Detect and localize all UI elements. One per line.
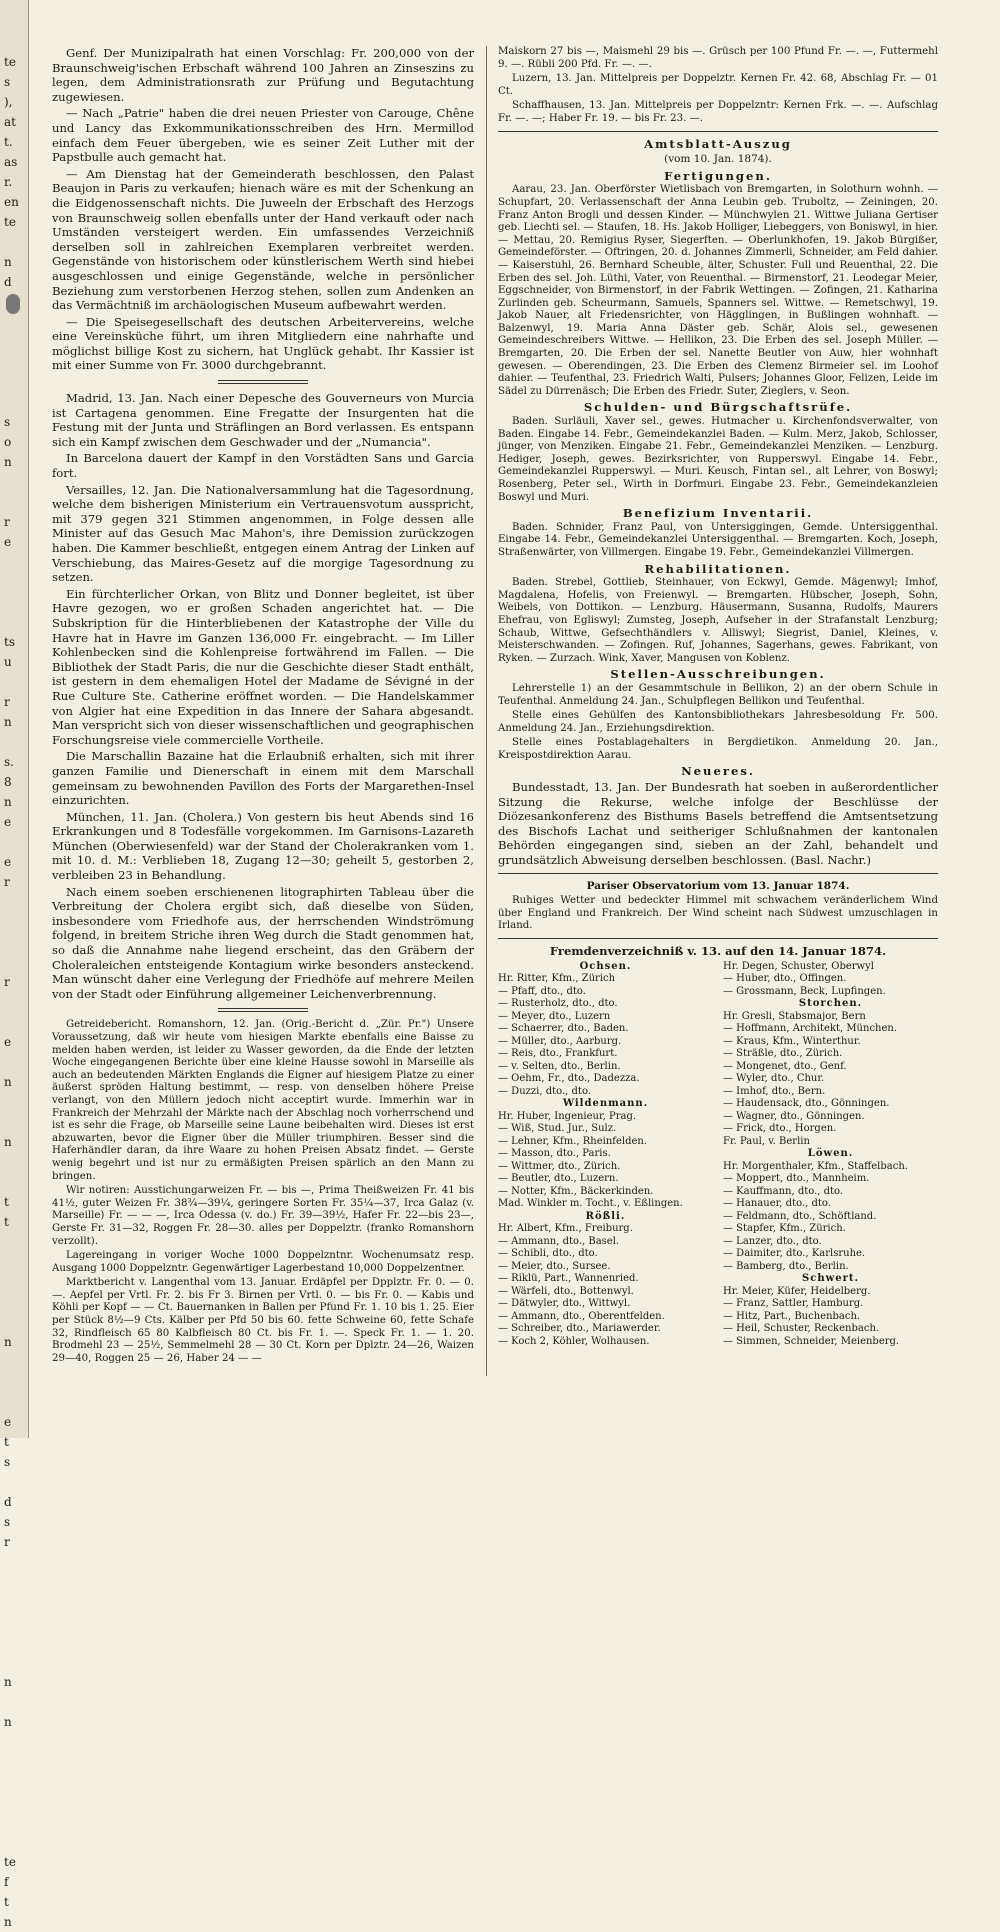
market-schaffhausen: Schaffhausen, 13. Jan. Mittelpreis per Doppelzntr: Kernen Frk. —. —. Aufschlag Fr. —. —; Haber Fr. 19. — bis Fr. 23. —. — [498, 100, 938, 124]
guest-entry: — Notter, Kfm., Bäckerkinden. — [498, 1185, 654, 1197]
adjacent-page-edge — [0, 0, 29, 1929]
benefizium-text: Baden. Schnider, Franz Paul, von Untersiggingen, Gemde. Untersiggenthal. Eingabe 14. Febr., Gemeindekanzlei Untersiggenthal. — Bremgarten. Koch, Joseph, Straßenwärter, von Villmergen. Eingabe 19. Febr., Gemeindekanzlei Villmergen. — [498, 521, 938, 558]
article-versailles: Versailles, 12. Jan. Die Nationalversammlung hat die Tagesordnung, welche dem bisherigen Ministerium ein Vertrauensvotum ausspricht, mit 379 gegen 321 Stimmen angenommen, in Folge dessen alle Minister auf das Gesuch Mac Mahon's, ihre Demission zurückzogen haben. Die Kammer beschließt, entgegen einem Antrag der Linken auf Verschiebung, das Maires-Gesetz auf die morgige Tagesordnung zu setzen. — [52, 482, 474, 585]
section-rule — [498, 938, 938, 939]
neueres-text: Bundesstadt, 13. Jan. Der Bundesrath hat soeben in außerordentlicher Sitzung die Rekurse, welche infolge der Beschlüsse der Diözesankonferenz des Bisthums Basels betreffend die Amtsentsetzung des Bischofs Lachat und seitheriger Schlußnahmen der kantonalen Behörden eingegangen sind, sieben an der Zahl, behandelt und grundsätzlich Abweisung derselben beschlossen. (Basl. Nachr.) — [498, 780, 938, 868]
rehabilitationen-heading: Rehabilitationen. — [644, 561, 792, 576]
article-genf: Genf. Der Munizipalrath hat einen Vorschlag: Fr. 200,000 von der Braunschweig'ischen Erbschaft während 100 Jahren an Zinseszins zu legen, dem Administrationsrath zur Prüfung und Begutachtung zugewiesen. — [52, 46, 474, 104]
guest-entry: Hr. Huber, Ingenieur, Prag. — [498, 1110, 637, 1122]
section-rule — [498, 873, 938, 874]
getreidebericht: Getreidebericht. Romanshorn, 12. Jan. (Orig.-Bericht d. „Zür. Pr.") Unsere Voraussetzung, daß wir heute vom hiesigen Markte ebenfalls eine Baisse zu melden haben werden, ist leider zu Wasser geworden, da die Ende der letzten Woche eingegangenen Berichte über eine kleine Hausse sowohl in Marseille als auch an bedeutenden Märkten Englands die Eigner auf hiesigem Platze zu einer äußerst spröden Haltung bestimmt, — resp. von denselben höhere Preise verlangt, von den Müllern jedoch nicht acceptirt wurde. Immerhin war in Frankreich der Mehrzahl der Märkte nach der Abschlag noch vorherrschend und ist es sehr die Frage, ob Marseille seine Laune beibehalten wird. Dieses ist erst abzuwarten, bevor die Eigner über die Müller triumphiren. Besser sind die Haferhändler daran, da ihre Waare zu hohen Preisen Absatz findet. — Gerste wenig begehrt und ist nur zu ermäßigten Preisen spärlich an den Mann zu bringen. — [52, 1019, 474, 1182]
column-rule — [486, 46, 487, 1376]
guest-entry: — Müller, dto., Aarburg. — [498, 1035, 622, 1047]
guest-entry: — Hitz, Part., Buchenbach. — [723, 1310, 861, 1322]
guest-entry: — Bamberg, dto., Berlin. — [723, 1260, 849, 1272]
hotel-heading: Wildenmann. — [562, 1098, 649, 1110]
edge-fragment-letters: te s ), at t. as r. en te n d s o n r e ts u r n s. 8 n e e r r e n n t t n e t s d s r n n te f t n — [4, 55, 19, 1929]
guest-entry: — Meyer, dto., Luzern — [498, 1010, 611, 1022]
stellen-item: Stelle eines Gehülfen des Kantonsbibliothekars Jahresbesoldung Fr. 500. Anmeldung 24. Jan., Erziehungsdirektion. — [498, 710, 938, 734]
guest-entry: — Stapfer, Kfm., Zürich. — [723, 1223, 846, 1235]
right-column — [498, 46, 938, 1396]
guest-entry: Hr. Morgenthaler, Kfm., Staffelbach. — [723, 1160, 908, 1172]
article-speisegesellschaft: — Die Speisegesellschaft des deutschen Arbeitervereins, welche eine Vereinsküche führt, um ihren Mitgliedern eine nahrhafte und möglichst billige Kost zu sichern, hat Unglück gehabt. Ihr Kassier ist mit einer Summe von Fr. 3000 durchgebrannt. — [52, 314, 474, 373]
hotel-heading: Löwen. — [807, 1148, 854, 1160]
guest-entry: — Haudensack, dto., Gönningen. — [723, 1098, 890, 1110]
section-separator — [218, 1008, 308, 1012]
amtsblatt-heading: Amtsblatt-Auszug — [644, 136, 792, 151]
guest-entry: — Schreiber, dto., Mariawerder. — [498, 1323, 661, 1335]
fremden-left-col — [498, 961, 713, 1349]
section-rule — [498, 131, 938, 132]
guest-entry: — Daimiter, dto., Karlsruhe. — [723, 1248, 866, 1260]
guest-entry: — Meier, dto., Sursee. — [498, 1260, 611, 1272]
guest-entry: — Huber, dto., Offingen. — [723, 973, 847, 985]
guest-entry: — Ammann, dto., Oberentfelden. — [498, 1310, 665, 1322]
getreide-notiren: Wir notiren: Ausstichungarweizen Fr. — bis —, Prima Theißweizen Fr. 41 bis 41½, guter Weizen Fr. 38¾—39¼, geringere Sorten Fr. 35¼—37, Irca Galaz (v. Marseille) Fr. — — —, Irca Odessa (v. do.) Fr. 39—39½, Hafer Fr. 22—bis 23—, Gerste Fr. 31—32, Roggen Fr. 28—30. alles per Doppelztr. (franko Romanshorn verzollt). — [52, 1185, 474, 1247]
guest-entry: Fr. Paul, v. Berlin — [723, 1135, 810, 1147]
market-luzern: Luzern, 13. Jan. Mittelpreis per Doppelztr. Kernen Fr. 42. 68, Abschlag Fr. — 01 Ct. — [498, 73, 938, 97]
guest-entry: — v. Selten, dto., Berlin. — [498, 1060, 621, 1072]
guest-entry: — Moppert, dto., Mannheim. — [723, 1173, 870, 1185]
stellen-heading: Stellen-Ausschreibungen. — [610, 667, 826, 682]
guest-entry: — Frick, dto., Horgen. — [723, 1123, 837, 1135]
guest-entry: — Beutler, dto., Luzern. — [498, 1173, 619, 1185]
left-column — [52, 46, 474, 1396]
guest-entry: — Feldmann, dto., Schöftland. — [723, 1210, 877, 1222]
article-madrid: Madrid, 13. Jan. Nach einer Depesche des Gouverneurs von Murcia ist Cartagena genommen. Eine Fregatte der Insurgenten hat die Festung mit der Junta und Sträflingen an Bord verlassen. Es entspann sich ein Kampf zwischen dem Geschwader und der „Numancia". — [52, 391, 474, 449]
fremdenverzeichnis-heading: Fremdenverzeichniß v. 13. auf den 14. Januar 1874. — [549, 944, 887, 958]
hotel-heading: Schwert. — [802, 1273, 859, 1285]
guest-entry: — Wiß, Stud. Jur., Sulz. — [498, 1123, 617, 1135]
guest-entry: — Kraus, Kfm., Winterthur. — [723, 1035, 861, 1047]
hotel-heading: Ochsen. — [579, 960, 632, 972]
fremden-right-col — [723, 961, 938, 1349]
guest-entry: — Lanzer, dto., dto. — [723, 1235, 822, 1247]
amtsblatt-date: (vom 10. Jan. 1874). — [664, 153, 772, 166]
article-muenchen: München, 11. Jan. (Cholera.) Von gestern bis heut Abends sind 16 Erkrankungen und 8 Todesfälle vorgekommen. Im Garnisons-Lazareth München (Oberwiesenfeld) war der Stand der Cholerakranken vom 1. mit 10. d. M.: Verblieben 18, Zugang 12—30; geheilt 5, gestorben 2, verbleiben 23 in Behandlung. — [52, 809, 474, 883]
rehabilitationen-text: Baden. Strebel, Gottlieb, Steinhauer, von Eckwyl, Gemde. Mägenwyl; Imhof, Magdalena, Hofelis, von Freienwyl. — Bremgarten. Hübscher, Joseph, Sohn, Weibels, von Dottikon. — Lenzburg. Häusermann, Susanna, Rudolfs, Maurers Ehefrau, von Egliswyl; Zumsteg, Joseph, Aufseher in der Strafanstalt Lenzburg; Schaub, Wittwe, Gefsechthändlers v. Alliswyl; Siegrist, Daniel, Kleines, v. Meisterschwanden. — Zofingen. Ruf, Johannes, Sagerhans, gewes. Fabrikant, von Ryken. — Zurzach. Wink, Xaver, Mangusen von Koblenz. — [498, 577, 938, 664]
article-cholera-tableau: Nach einem soeben erschienenen litographirten Tableau über die Verbreitung der Cholera ergibt sich, daß dieselbe von Süden, insbesondere vom Friedhofe aus, der herrschenden Windströmung folgend, in breitem Striche ihren Weg durch die Stadt genommen hat, so daß die Annahme nahe liegend erscheint, das den Gräbern der Choleraleichen entsteigende Kontagium wirke besonders ansteckend. Man wünscht daher eine Verlegung der Friedhöfe auf mehrere Meilen von der Stadt oder Einführung allgemeiner Leichenverbrennung. — [52, 884, 474, 1001]
guest-entry: — Rusterholz, dto., dto. — [498, 998, 618, 1010]
lagereingang: Lagereingang in voriger Woche 1000 Doppelzntnr. Wochenumsatz resp. Ausgang 1000 Doppelzntr. Gegenwärtiger Lagerbestand 10,000 Doppelzentner. — [52, 1250, 474, 1274]
guest-entry: — Riklü, Part., Wannenried. — [498, 1273, 639, 1285]
fertigungen-heading: Fertigungen. — [664, 168, 772, 183]
neueres-heading: Neueres. — [681, 764, 755, 779]
pariser-heading: Pariser Observatorium vom 13. Januar 1874. — [586, 879, 850, 892]
guest-entry: — Mongenet, dto., Genf. — [723, 1060, 847, 1072]
guest-entry: — Ammann, dto., Basel. — [498, 1235, 620, 1247]
guest-entry: Mad. Winkler m. Tocht., v. Eßlingen. — [498, 1198, 683, 1210]
guest-entry: Hr. Meier, Küfer, Heidelberg. — [723, 1285, 871, 1297]
guest-entry: Hr. Albert, Kfm., Freiburg. — [498, 1223, 633, 1235]
article-patrie: — Nach „Patrie" haben die drei neuen Priester von Carouge, Chêne und Lancy das Exkommunikationsschreiben des Hrn. Mermillod einfach dem Feuer übergeben, wie es seiner Zeit Luther mit der Papstbulle auch gemacht hat. — [52, 106, 474, 165]
guest-entry: — Wyler, dto., Chur. — [723, 1073, 825, 1085]
guest-entry: — Heil, Schuster, Reckenbach. — [723, 1323, 880, 1335]
guest-entry: — Wagner, dto., Gönningen. — [723, 1110, 865, 1122]
guest-entry: — Franz, Sattler, Hamburg. — [723, 1298, 864, 1310]
schulden-heading: Schulden- und Bürgschaftsrüfe. — [583, 400, 853, 415]
guest-entry: — Oehm, Fr., dto., Dadezza. — [498, 1073, 640, 1085]
pariser-text: Ruhiges Wetter und bedeckter Himmel mit schwachem veränderlichem Wind über England und Frankreich. Der Wind scheint nach Südwest umzuschlagen in Irland. — [498, 895, 938, 932]
schulden-text: Baden. Surläuli, Xaver sel., gewes. Hutmacher u. Kirchenfondsverwalter, von Baden. Eingabe 14. Febr., Gemeindekanzlei Baden. — Kulm. Merz, Jakob, Schlosser, jünger, von Menziken. Eingabe 21. Febr., Gemeindekanzlei Menziken. — Lenzburg. Hediger, Joseph, gewes. Bezirksrichter, von Rupperswyl. Eingabe 14. Febr., Gemeindekanzlei Rupperswyl. — Muri. Keusch, Fintan sel., alt Lehrer, von Boswyl; Rosenberg, Peter sel., Wirth in Dorfmuri. Eingabe 23. Febr., Gemeindekanzleien Boswyl und Muri. — [498, 416, 938, 503]
guest-entry: Hr. Degen, Schuster, Oberwyl — [723, 960, 874, 972]
benefizium-heading: Benefizium Inventarii. — [622, 506, 814, 521]
guest-entry: — Schibli, dto., dto. — [498, 1248, 598, 1260]
guest-entry: — Duzzi, dto., dto. — [498, 1085, 591, 1097]
marktbericht-langenthal: Marktbericht v. Langenthal vom 13. Januar. Erdäpfel per Dpplztr. Fr. 0. — 0. —. Aepfel per Vrtl. Fr. 2. bis Fr 3. Birnen per Vrtl. 0. — bis Fr. 0. — Kabis und Köhli per Kopf — — Ct. Bauernanken in Ballen per Pfund Fr. 1. 10 bis 1. 25. Eier per Stück 8½—9 Cts. Kälber per Pfd 50 bis 60. fette Schweine 60, fette Schafe 32, Rindfleisch 65 80 Kalbfleisch 80 Ct. bis Fr. 1. —. Speck Fr. 1. — 1. 20. Brodmehl 23 — 25½, Semmelmehl 28 — 30 Ct. Korn per Dplztr. 24—26, Waizen 29—40, Roggen 25 — 26, Haber 24 — — — [52, 1277, 474, 1364]
hotel-heading: Storchen. — [798, 998, 863, 1010]
article-bazaine: Die Marschallin Bazaine hat die Erlaubniß erhalten, sich mit ihrer ganzen Familie und Dienerschaft in einem mit dem Marschall gemeinsam zu bewohnenden Pavillon des Forts der Margarethen-Insel einzurichten. — [52, 749, 474, 808]
guest-entry: — Masson, dto., Paris. — [498, 1148, 611, 1160]
guest-entry: — Sträßle, dto., Zürich. — [723, 1048, 843, 1060]
section-separator — [218, 380, 308, 384]
guest-entry: — Lehner, Kfm., Rheinfelden. — [498, 1135, 648, 1147]
market-continued: Maiskorn 27 bis —, Maismehl 29 bis —. Grüsch per 100 Pfund Fr. —. —, Futtermehl 9. —. Rübli 200 Pfd. Fr. —. —. — [498, 46, 938, 70]
fertigungen-text: Aarau, 23. Jan. Oberförster Wietlisbach von Bremgarten, in Solothurn wohnh. — Schupfart, 20. Verlassenschaft der Anna Leubin geb. Truboltz, — Zeiningen, 20. Franz Anton Brogli und dessen Kinder. — Münchwylen 21. Wittwe Juliana Gertiser geb. Liechti sel. — Staufen, 18. Hs. Jakob Holliger, Liebeggers, von Boniswyl, in hier. — Mettau, 20. Remigius Ryser, Siegerften. — Oberlunkhofen, 19. Jakob Bürgißer, Gemeindeförster. — Oftringen, 20. d. Johannes Zimmerli, Schneider, am Feld dahier. — Kaiserstuhl, 26. Bernhard Scheuble, älter, Schuster. Full und Reuenthal, 22. Die Erben des sel. Joh. Lüthi, Vater, von Reuenthal. — Birmenstorf, 21. Leodegar Meier, Eggschneider, von Birmenstorf, in der Fabrik Wettingen. — Zofingen, 21. Katharina Zurlinden geb. Scheurmann, Samuels, Spanners sel. Wittwe. — Remetschwyl, 19. Jakob Nauer, alt Friedensrichter, von Hägglingen, in Bußlingen wohnhaft. — Balzenwyl, 19. Maria Anna Däster geb. Schär, Alois sel., gewesenen Gemeindeschreibers Wittwe. — Hellikon, 23. Die Erben des sel. Joseph Müller. — Bremgarten, 20. Die Erben der sel. Nanette Beutler von Auw, hier wohnhaft gewesen. — Oberendingen, 23. Die Erben des Clemenz Birmeier sel. im Loohof dahier. — Teufenthal, 23. Friedrich Walti, Pulsers; Johannes Gloor, Felizen, Leide im Sädel zu Dürrenäsch; Die Erben des Friedr. Suter, Zieglers, v. Seon. — [498, 184, 938, 397]
guest-entry: Hr. Ritter, Kfm., Zürich — [498, 973, 616, 985]
stellen-item: Stelle eines Postablagehalters in Bergdietikon. Anmeldung 20. Jan., Kreispostdirektion Aarau. — [498, 737, 938, 761]
guest-entry: — Hanauer, dto., dto. — [723, 1198, 831, 1210]
guest-entry: — Pfaff, dto., dto. — [498, 985, 586, 997]
article-barcelona: In Barcelona dauert der Kampf in den Vorstädten Sans und Garcia fort. — [52, 451, 474, 481]
guest-entry: — Kauffmann, dto., dto. — [723, 1185, 844, 1197]
article-orkan: Ein fürchterlicher Orkan, von Blitz und Donner begleitet, ist über Havre gezogen, wo er großen Schaden angerichtet hat. — Die Subskription für die Hinterbliebenen der Katastrophe der Ville du Havre hat in Havre im Ganzen 136,000 Fr. eingebracht. — Im Liller Kohlenbecken sind die Kohlenpreise fortwährend im Fallen. — Die Bibliothek der Stadt Paris, die nur die Geschichte dieser Stadt enthält, ist gestern in dem ehemaligen Hotel der Madame de Sévigné in der Rue Culture Ste. Catherine eröffnet worden. — Die Handelskammer von Algier hat eine Expedition in das Innere der Sahara abgesandt. Man verspricht sich von dieser wissenschaftlichen und geographischen Forschungsreise viele commercielle Vortheile. — [52, 586, 474, 747]
binding-hole — [6, 294, 20, 314]
guest-entry: — Hoffmann, Architekt, München. — [723, 1023, 898, 1035]
guest-entry: Hr. Gresli, Stabsmajor, Bern — [723, 1010, 866, 1022]
guest-entry: — Reis, dto., Frankfurt. — [498, 1048, 618, 1060]
guest-entry: — Schaerrer, dto., Baden. — [498, 1023, 629, 1035]
fremdenverzeichnis-table — [498, 961, 938, 1349]
article-gemeinderath: — Am Dienstag hat der Gemeinderath beschlossen, den Palast Beaujon in Paris zu verkaufen; hienach wäre es mit der Schenkung an die Eidgenossenschaft nichts. Die Juweeln der Erbschaft des Herzogs von Braunschweig sollen ebenfalls unter der Hand verkauft oder nach Umständen versteigert werden. Ein umfassendes Verzeichniß derselben soll in zahlreichen Exemplaren verbreitet werden. Gegenstände von historischem oder künstlerischem Werth sind hiebei ausgeschlossen und einige Gegenstände, welche in persönlicher Beziehung zum verstorbenen Herzog stehen, sollen zum Andenken an das Vermächtniß im archäologischen Museum aufbewahrt werden. — [52, 166, 474, 313]
hotel-heading: Rößli. — [585, 1210, 626, 1222]
guest-entry: — Grossmann, Beck, Lupfingen. — [723, 985, 886, 997]
guest-entry: — Dätwyler, dto., Wittwyl. — [498, 1298, 631, 1310]
guest-entry: — Koch 2, Köhler, Wolhausen. — [498, 1335, 650, 1347]
guest-entry: — Simmen, Schneider, Meienberg. — [723, 1335, 900, 1347]
guest-entry: — Wittmer, dto., Zürich. — [498, 1160, 621, 1172]
guest-entry: — Wärfeli, dto., Bottenwyl. — [498, 1285, 634, 1297]
stellen-item: Lehrerstelle 1) an der Gesammtschule in Bellikon, 2) an der obern Schule in Teufenthal. Anmeldung 24. Jan., Schulpflegen Bellikon und Teufenthal. — [498, 682, 938, 707]
guest-entry: — Imhof, dto., Bern. — [723, 1085, 826, 1097]
